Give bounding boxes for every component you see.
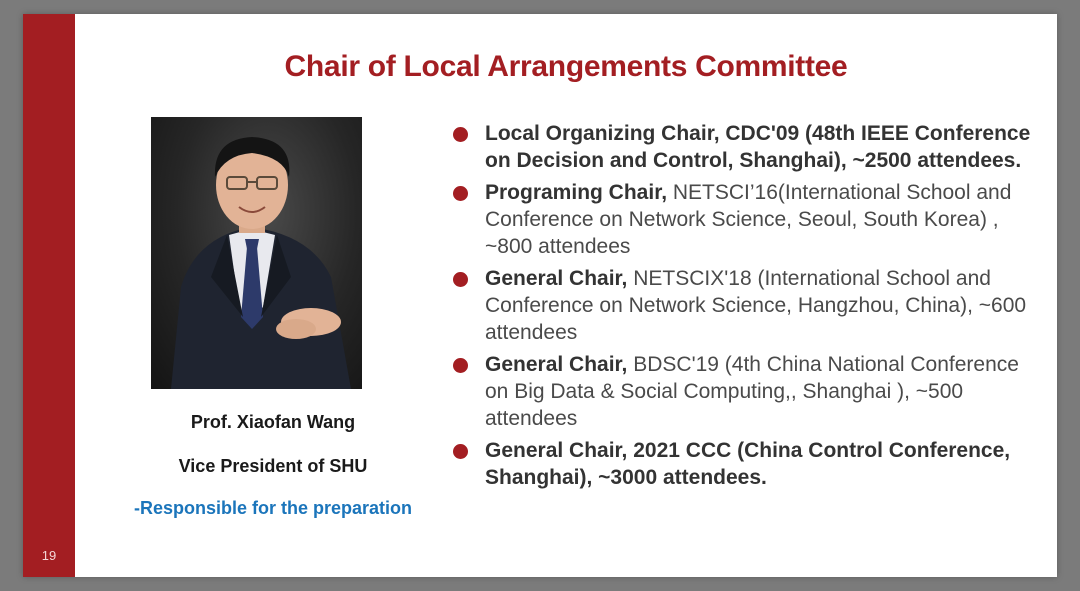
bullet-rest-text: BDSC'19 (4th China National Conference on Big Data & Social Computing,, Shanghai ), ~500 attendees [485, 353, 1019, 430]
list-item [453, 265, 1033, 346]
bullet-rest-text: NETSCI’16(International School and Conference on Network Science, Seoul, South Korea) , ~800 attendees [485, 181, 1012, 258]
list-item [453, 351, 1033, 432]
bullet-rest-text: NETSCIX'18 (International School and Conference on Network Science, Hangzhou, China), ~600 attendees [485, 267, 1027, 344]
portrait-illustration [151, 117, 362, 389]
bullet-strong-text: General Chair, [485, 267, 628, 290]
profile-responsibility: -Responsible for the preparation [133, 498, 413, 518]
profile-photo [151, 117, 362, 389]
left-accent-bar [23, 14, 75, 577]
slide-title: Chair of Local Arrangements Committee [284, 50, 848, 83]
profile-name: Prof. Xiaofan Wang [190, 412, 356, 432]
achievements-list [453, 120, 1033, 496]
profile-role: Vice President of SHU [178, 456, 368, 476]
bullet-dot-icon [453, 444, 468, 459]
bullet-dot-icon [453, 358, 468, 373]
bullet-dot-icon [453, 186, 468, 201]
bullet-strong-text: Local Organizing Chair, CDC'09 (48th IEEE Conference on Decision and Control, Shanghai), ~2500 attendees. [485, 122, 1031, 172]
slide [23, 14, 1057, 577]
bullet-strong-text: General Chair, 2021 CCC (China Control Conference, Shanghai), ~3000 attendees. [485, 439, 1011, 489]
bullet-dot-icon [453, 127, 468, 142]
page-number: 19 [41, 548, 57, 563]
bullet-strong-text: Programing Chair, [485, 181, 668, 204]
list-item [453, 437, 1033, 491]
bullet-strong-text: General Chair, [485, 353, 628, 376]
bullet-dot-icon [453, 272, 468, 287]
list-item [453, 120, 1033, 174]
list-item [453, 179, 1033, 260]
